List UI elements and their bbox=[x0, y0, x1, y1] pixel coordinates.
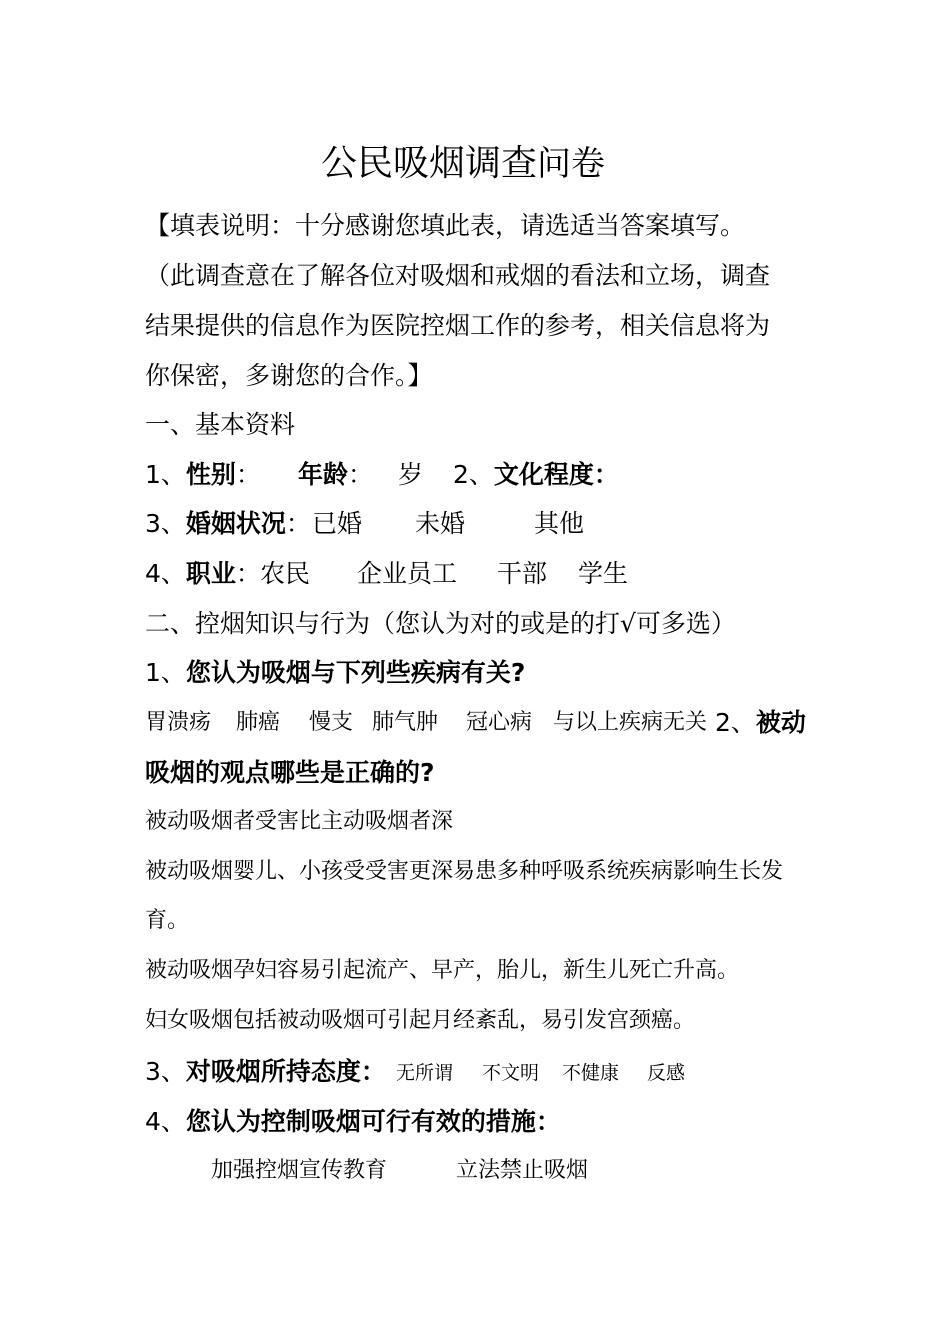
s2-q4-number: 4、 bbox=[145, 1107, 186, 1136]
measure-option-education[interactable]: 加强控烟宣传教育 bbox=[211, 1158, 388, 1183]
gender-colon: ： bbox=[235, 460, 261, 489]
occupation-label: 职业 bbox=[185, 559, 236, 588]
s2-q4-row bbox=[145, 1109, 561, 1134]
title-tail: 问卷 bbox=[537, 144, 606, 184]
disease-option-none[interactable]: 与以上疾病无关 bbox=[553, 710, 708, 735]
s2-q4-label: 您认为控制吸烟可行有效的措施： bbox=[185, 1107, 561, 1136]
occupation-colon: ： bbox=[235, 559, 261, 588]
s2-q2-start bbox=[715, 710, 806, 735]
instructions-line-4: 你保密，多谢您的合作。】 bbox=[145, 361, 433, 390]
s1-q3-number: 3、 bbox=[145, 509, 186, 538]
s2-q1-number: 1、 bbox=[145, 658, 186, 687]
instructions-line-2: （此调查意在了解各位对吸烟和戒烟的看法和立场，调查 bbox=[145, 261, 771, 290]
s1-q4-row bbox=[145, 561, 261, 586]
age-field bbox=[298, 462, 373, 487]
section1-heading: 一、基本资料 bbox=[145, 410, 296, 439]
instructions-line-3: 结果提供的信息作为医院控烟工作的参考，相关信息将为 bbox=[145, 311, 771, 340]
attitude-option-unhealthy[interactable]: 不健康 bbox=[562, 1062, 620, 1084]
s1-q3-row bbox=[145, 511, 311, 536]
education-field bbox=[453, 462, 619, 487]
instructions-line-1: 【填表说明：十分感谢您填此表，请选适当答案填写。 bbox=[145, 211, 746, 240]
marital-label: 婚姻状况 bbox=[185, 509, 286, 538]
s1-q4-number: 4、 bbox=[145, 559, 186, 588]
s1-q1-number: 1、 bbox=[145, 460, 186, 489]
attitude-option-disgust[interactable]: 反感 bbox=[647, 1062, 686, 1084]
s2-q1-label: 您认为吸烟与下列些疾病有关? bbox=[185, 658, 526, 687]
s1-q1-row bbox=[145, 462, 261, 487]
marital-colon: ： bbox=[285, 509, 311, 538]
passive-option-2-cont: 育。 bbox=[145, 908, 190, 933]
s2-q2-label-b: 吸烟的观点哪些是正确的? bbox=[145, 758, 435, 787]
occupation-option-student[interactable]: 学生 bbox=[578, 559, 629, 588]
disease-option-bronchitis[interactable]: 慢支 bbox=[309, 710, 354, 735]
age-label: 年龄 bbox=[298, 460, 349, 489]
disease-option-emphysema[interactable]: 肺气肿 bbox=[372, 710, 439, 735]
section2-heading: 二、控烟知识与行为（您认为对的或是的打√可多选） bbox=[145, 609, 736, 638]
s2-q2-number: 2、 bbox=[715, 708, 756, 737]
passive-option-3[interactable]: 被动吸烟孕妇容易引起流产、早产，胎儿，新生儿死亡升高。 bbox=[145, 958, 740, 983]
page-title bbox=[321, 143, 606, 184]
disease-option-heart[interactable]: 冠心病 bbox=[466, 710, 533, 735]
passive-option-1[interactable]: 被动吸烟者受害比主动吸烟者深 bbox=[145, 809, 454, 834]
marital-option-unmarried[interactable]: 未婚 bbox=[415, 509, 466, 538]
s1-q2-number: 2、 bbox=[453, 460, 494, 489]
occupation-option-farmer[interactable]: 农民 bbox=[260, 559, 311, 588]
marital-option-married[interactable]: 已婚 bbox=[312, 509, 363, 538]
age-unit: 岁 bbox=[398, 460, 424, 489]
s2-q3-number: 3、 bbox=[145, 1057, 186, 1086]
education-label: 文化程度： bbox=[493, 460, 619, 489]
attitude-option-uncivilized[interactable]: 不文明 bbox=[482, 1062, 540, 1084]
passive-option-2[interactable]: 被动吸烟婴儿、小孩受受害更深易患多种呼吸系统疾病影响生长发 bbox=[145, 859, 784, 884]
occupation-option-employee[interactable]: 企业员工 bbox=[357, 559, 458, 588]
s2-q3-row bbox=[145, 1059, 386, 1084]
passive-option-4[interactable]: 妇女吸烟包括被动吸烟可引起月经紊乱，易引发宫颈癌。 bbox=[145, 1008, 696, 1033]
s2-q3-label: 对吸烟所持态度： bbox=[185, 1057, 386, 1086]
attitude-option-indifferent[interactable]: 无所谓 bbox=[396, 1062, 454, 1084]
s2-q2-label-a: 被动 bbox=[755, 708, 806, 737]
measure-option-legislation[interactable]: 立法禁止吸烟 bbox=[456, 1158, 589, 1183]
age-colon: ： bbox=[348, 460, 374, 489]
marital-option-other[interactable]: 其他 bbox=[534, 509, 585, 538]
occupation-option-cadre[interactable]: 干部 bbox=[497, 559, 548, 588]
disease-option-lung-cancer[interactable]: 肺癌 bbox=[236, 710, 281, 735]
disease-option-ulcer[interactable]: 胃溃疡 bbox=[145, 710, 212, 735]
s2-q1-row bbox=[145, 660, 525, 685]
gender-label: 性别 bbox=[185, 460, 236, 489]
title-main: 公民吸烟调查 bbox=[321, 143, 538, 184]
